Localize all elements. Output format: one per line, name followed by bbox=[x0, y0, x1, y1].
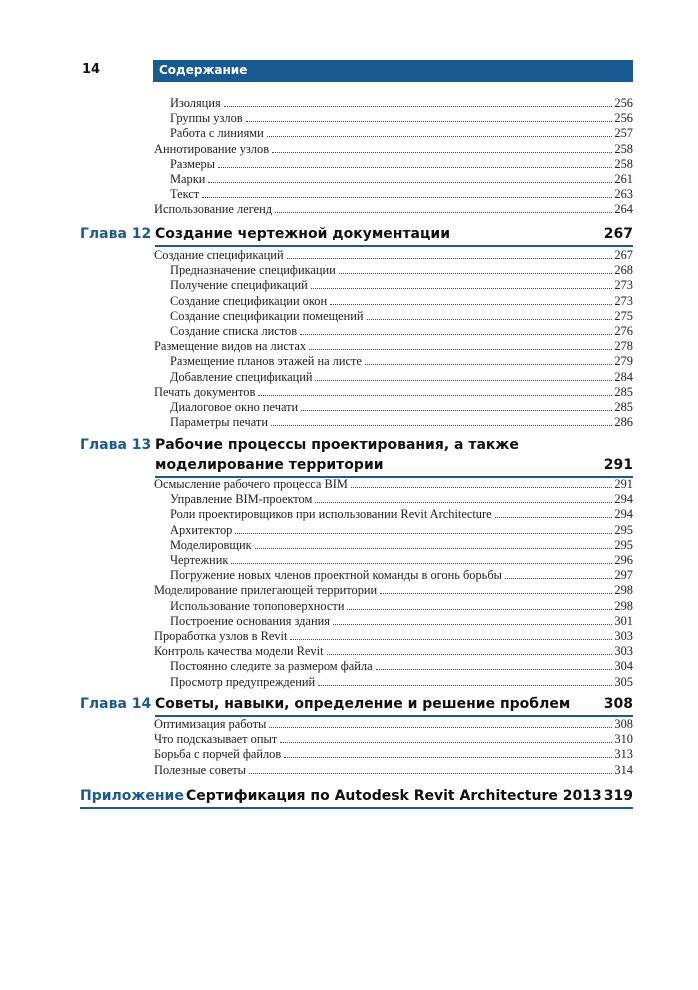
dot-leader bbox=[300, 334, 612, 335]
dot-leader bbox=[315, 502, 612, 503]
toc-entry-page: 298 bbox=[614, 583, 633, 598]
chapter-13-title-line2: моделирование территории bbox=[155, 457, 384, 473]
toc-entry[interactable] bbox=[170, 187, 633, 202]
toc-entry-label: Погружение новых членов проектной команды в огонь борьбы bbox=[170, 568, 502, 583]
toc-entry-page: 303 bbox=[614, 629, 633, 643]
toc-entry-label: Получение спецификаций bbox=[170, 278, 308, 293]
toc-entry-label: Текст bbox=[170, 187, 200, 202]
toc-entry[interactable] bbox=[154, 339, 633, 354]
dot-leader bbox=[505, 578, 612, 579]
dot-leader bbox=[255, 548, 613, 549]
dot-leader bbox=[218, 167, 612, 168]
dot-leader bbox=[284, 757, 612, 758]
toc-entry[interactable] bbox=[154, 644, 633, 659]
toc-entry[interactable] bbox=[154, 477, 633, 492]
dot-leader bbox=[202, 197, 612, 198]
toc-entry[interactable] bbox=[154, 732, 633, 747]
chapter-12-heading[interactable] bbox=[80, 226, 633, 248]
toc-entry-label: Создание спецификации окон bbox=[170, 293, 328, 308]
toc-entry-label: Создание списка листов bbox=[170, 324, 298, 338]
appendix-label: Приложение bbox=[80, 788, 184, 804]
toc-entry-page: 297 bbox=[614, 568, 633, 583]
toc-entry-page: 291 bbox=[614, 477, 633, 491]
dot-leader bbox=[376, 669, 613, 670]
toc-entry-label: Использование топоповерхности bbox=[170, 598, 345, 613]
dot-leader bbox=[290, 639, 612, 640]
toc-entry-page: 303 bbox=[614, 644, 633, 659]
toc-entry[interactable] bbox=[170, 659, 633, 674]
toc-entry-label: Аннотирование узлов bbox=[154, 141, 270, 156]
chapter-14-title: Советы, навыки, определение и решение проблем bbox=[155, 696, 571, 712]
chapter-13-heading[interactable] bbox=[80, 437, 633, 477]
toc-entry-page: 257 bbox=[614, 126, 633, 141]
toc-entry-page: 258 bbox=[614, 141, 633, 156]
toc-entry[interactable] bbox=[154, 763, 633, 778]
toc-entry-label: Архитектор bbox=[170, 522, 233, 537]
toc-entry[interactable] bbox=[170, 172, 633, 187]
dot-leader bbox=[280, 742, 612, 743]
toc-entry-label: Предназначение спецификации bbox=[170, 263, 336, 278]
dot-leader bbox=[315, 380, 612, 381]
toc-entry-label: Полезные советы bbox=[154, 762, 246, 777]
dot-leader bbox=[351, 487, 612, 488]
toc-entry-label: Печать документов bbox=[154, 384, 256, 399]
toc-entry-page: 314 bbox=[614, 762, 633, 777]
toc-entry-page: 294 bbox=[614, 492, 633, 507]
toc-entry-label: Роли проектировщиков при использовании Revit Architecture bbox=[170, 507, 492, 522]
chapter-12-rule bbox=[155, 245, 633, 247]
dot-leader bbox=[246, 121, 613, 122]
toc-entry[interactable] bbox=[170, 523, 633, 538]
toc-entry-page: 258 bbox=[614, 156, 633, 171]
toc-entry-page: 295 bbox=[614, 522, 633, 537]
toc-entry-label: Добавление спецификаций bbox=[170, 369, 313, 384]
toc-entry-page: 284 bbox=[614, 369, 633, 384]
toc-entry-label: Управление BIM-проектом bbox=[170, 492, 313, 507]
dot-leader bbox=[339, 273, 613, 274]
toc-entry-label: Моделировщик bbox=[170, 537, 252, 552]
dot-leader bbox=[311, 288, 613, 289]
toc-entry-label: Диалоговое окно печати bbox=[170, 400, 299, 414]
toc-entry-label: Изоляция bbox=[170, 96, 221, 110]
toc-entry-page: 278 bbox=[614, 339, 633, 354]
toc-entry[interactable] bbox=[154, 202, 633, 217]
toc-entry[interactable] bbox=[170, 309, 633, 324]
dot-leader bbox=[327, 654, 613, 655]
toc-entry[interactable] bbox=[170, 415, 633, 430]
dot-leader bbox=[380, 593, 612, 594]
toc-entry-label: Создание спецификации помещений bbox=[170, 308, 364, 323]
dot-leader bbox=[258, 395, 612, 396]
toc-entry-label: Размеры bbox=[170, 156, 215, 171]
toc-entry-page: 294 bbox=[614, 507, 633, 522]
toc-entry-label: Постоянно следите за размером файла bbox=[170, 659, 373, 674]
toc-entry-page: 298 bbox=[614, 598, 633, 613]
toc-entry-label: Построение основания здания bbox=[170, 613, 330, 628]
toc-entry[interactable] bbox=[170, 157, 633, 172]
toc-entry[interactable] bbox=[154, 629, 633, 644]
toc-entry-page: 273 bbox=[614, 278, 633, 293]
toc-entry-page: 304 bbox=[614, 659, 633, 674]
toc-entry[interactable] bbox=[170, 354, 633, 369]
toc-entry[interactable] bbox=[170, 111, 633, 126]
toc-entry-label: Работа с линиями bbox=[170, 126, 264, 141]
dot-leader bbox=[495, 517, 613, 518]
dot-leader bbox=[224, 106, 613, 107]
chapter-14-page: 308 bbox=[603, 696, 633, 712]
toc-entry-page: 313 bbox=[614, 747, 633, 762]
toc-entry-page: 276 bbox=[614, 324, 633, 338]
toc-entry[interactable] bbox=[170, 96, 633, 111]
toc-entry-label: Осмысление рабочего процесса BIM bbox=[154, 477, 348, 491]
toc-entry-label: Группы узлов bbox=[170, 111, 243, 126]
toc-entry-page: 256 bbox=[614, 96, 633, 110]
toc-entry-page: 285 bbox=[614, 384, 633, 399]
toc-entry[interactable] bbox=[154, 248, 633, 263]
toc-entry-page: 273 bbox=[614, 293, 633, 308]
toc-entry-page: 285 bbox=[614, 400, 633, 414]
appendix-rule bbox=[80, 807, 633, 809]
dot-leader bbox=[367, 319, 613, 320]
chapter-13-page: 291 bbox=[603, 457, 633, 473]
chapter-14-label: Глава 14 bbox=[80, 696, 152, 712]
toc-entry-page: 267 bbox=[614, 248, 633, 262]
toc-entry[interactable] bbox=[170, 278, 633, 293]
dot-leader bbox=[275, 212, 612, 213]
toc-entry-page: 301 bbox=[614, 613, 633, 628]
toc-entry-label: Размещение видов на листах bbox=[154, 339, 307, 354]
toc-entry-page: 263 bbox=[614, 187, 633, 202]
toc-entry[interactable] bbox=[170, 507, 633, 522]
toc-entry-page: 305 bbox=[614, 674, 633, 689]
toc-entry[interactable] bbox=[170, 126, 633, 141]
toc-entry-page: 308 bbox=[614, 717, 633, 731]
toc-entry[interactable] bbox=[170, 568, 633, 583]
dot-leader bbox=[365, 364, 613, 365]
toc-entry[interactable] bbox=[170, 324, 633, 339]
toc-entry[interactable] bbox=[170, 492, 633, 507]
chapter-14-heading[interactable] bbox=[80, 696, 633, 718]
chapter-12-title: Создание чертежной документации bbox=[155, 226, 450, 242]
toc-entry-label: Использование легенд bbox=[154, 202, 273, 217]
toc-entry[interactable] bbox=[170, 370, 633, 385]
toc-entry-label: Оптимизация работы bbox=[154, 717, 267, 731]
toc-entry[interactable] bbox=[170, 263, 633, 278]
toc-entry-label: Что подсказывает опыт bbox=[154, 732, 278, 747]
toc-entry[interactable] bbox=[154, 142, 633, 157]
toc-entry-label: Контроль качества модели Revit bbox=[154, 644, 324, 659]
chapter-12-label: Глава 12 bbox=[80, 226, 152, 242]
dot-leader bbox=[318, 685, 612, 686]
dot-leader bbox=[231, 563, 612, 564]
toc-entry[interactable] bbox=[154, 385, 633, 400]
toc-entry-page: 295 bbox=[614, 537, 633, 552]
toc-entry[interactable] bbox=[154, 747, 633, 762]
toc-entry-page: 310 bbox=[614, 732, 633, 747]
toc-entry-page: 296 bbox=[614, 553, 633, 567]
toc-entry-page: 275 bbox=[614, 308, 633, 323]
toc-entry-page: 264 bbox=[614, 202, 633, 217]
dot-leader bbox=[235, 533, 612, 534]
chapter-13-title-line1: Рабочие процессы проектирования, а также bbox=[155, 437, 519, 453]
toc-entry-page: 256 bbox=[614, 111, 633, 126]
toc-entry-page: 286 bbox=[614, 415, 633, 430]
toc-entry-label: Борьба с порчей файлов bbox=[154, 747, 282, 762]
toc-entry[interactable] bbox=[170, 614, 633, 629]
toc-entry[interactable] bbox=[170, 675, 633, 690]
appendix-title: Сертификация по Autodesk Revit Architecture 2013 bbox=[186, 788, 602, 804]
toc-entry[interactable] bbox=[170, 294, 633, 309]
section-header-title: Содержание bbox=[159, 63, 248, 77]
toc-entry-page: 279 bbox=[614, 354, 633, 369]
toc-entry-label: Просмотр предупреждений bbox=[170, 674, 316, 689]
dot-leader bbox=[272, 152, 612, 153]
toc-entry-label: Моделирование прилегающей территории bbox=[154, 583, 378, 598]
toc-entry-label: Чертежник bbox=[170, 553, 229, 567]
toc-entry-page: 261 bbox=[614, 172, 633, 186]
toc-entry-label: Создание спецификаций bbox=[154, 248, 284, 262]
toc-entry[interactable] bbox=[170, 599, 633, 614]
dot-leader bbox=[267, 136, 613, 137]
dot-leader bbox=[269, 727, 612, 728]
dot-leader bbox=[287, 258, 613, 259]
toc-entry-label: Размещение планов этажей на листе bbox=[170, 354, 362, 369]
dot-leader bbox=[333, 624, 612, 625]
dot-leader bbox=[249, 773, 612, 774]
chapter-13-label: Глава 13 bbox=[80, 437, 152, 453]
toc-entry-page: 268 bbox=[614, 263, 633, 278]
dot-leader bbox=[271, 425, 612, 426]
dot-leader bbox=[309, 349, 612, 350]
toc-entry[interactable] bbox=[154, 583, 633, 598]
appendix-page: 319 bbox=[603, 788, 633, 804]
toc-entry[interactable] bbox=[170, 538, 633, 553]
dot-leader bbox=[330, 304, 612, 305]
section-header-bar bbox=[153, 60, 633, 82]
toc-entry[interactable] bbox=[170, 400, 633, 415]
toc-entry-label: Проработка узлов в Revit bbox=[154, 629, 288, 643]
appendix-heading[interactable] bbox=[80, 788, 633, 810]
page-number: 14 bbox=[82, 62, 101, 77]
dot-leader bbox=[347, 609, 612, 610]
dot-leader bbox=[301, 410, 612, 411]
toc-entry-label: Параметры печати bbox=[170, 415, 268, 430]
toc-entry[interactable] bbox=[154, 717, 633, 732]
chapter-12-page: 267 bbox=[603, 226, 633, 242]
toc-entry-label: Марки bbox=[170, 172, 206, 186]
dot-leader bbox=[208, 182, 612, 183]
toc-entry[interactable] bbox=[170, 553, 633, 568]
